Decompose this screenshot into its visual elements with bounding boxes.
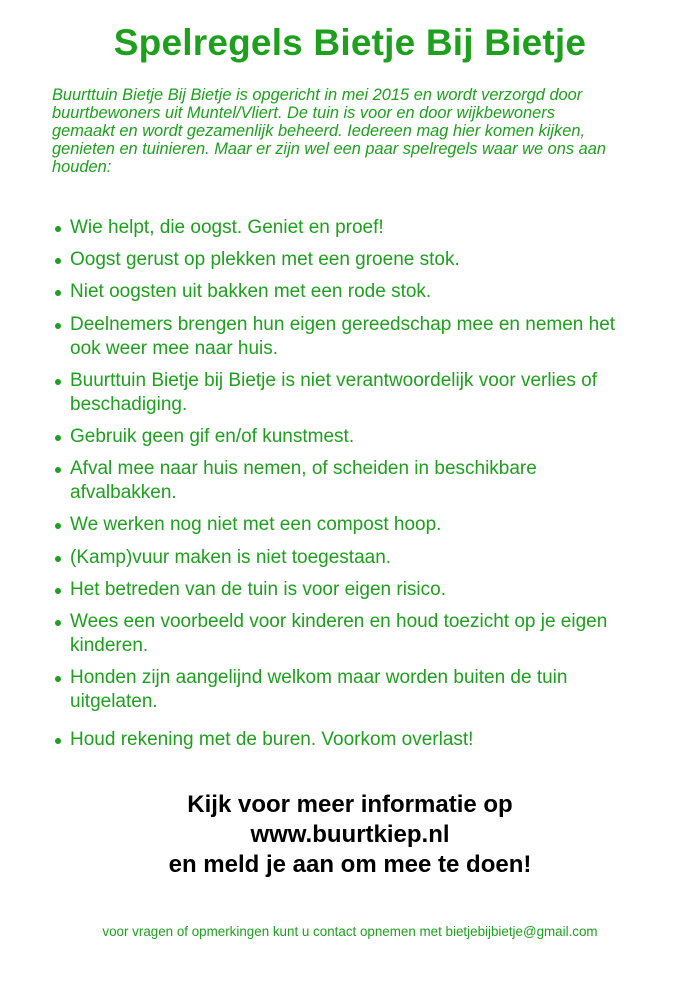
cta-line: en meld je aan om mee te doen! [168,851,532,878]
rules-list [52,216,652,760]
bullet-icon [55,290,61,296]
rule-line: Houd rekening met de buren. Voorkom overlast! [70,729,474,751]
bullet-icon [55,258,61,264]
rule-line: kinderen. [70,634,149,656]
call-to-action [0,790,700,880]
rule-line: Buurttuin Bietje bij Bietje is niet verantwoordelijk voor verlies of [70,369,597,391]
rule-line: Honden zijn aangelijnd welkom maar worden buiten de tuin [70,667,568,689]
rule-item [52,457,652,505]
rule-item [52,728,652,752]
rule-item [52,248,652,272]
intro-line: buurtbewoners uit Muntel/Vliert. De tuin is voor en door wijkbewoners [52,104,555,122]
rule-item [52,216,652,240]
rule-line: Oogst gerust op plekken met een groene stok. [70,249,460,271]
rule-item [52,610,652,658]
intro-line: genieten en tuinieren. Maar er zijn wel een paar spelregels waar we ons aan [52,140,606,158]
rule-line: Deelnemers brengen hun eigen gereedschap mee en nemen het [70,313,616,335]
website-link[interactable]: www.buurtkiep.nl [250,821,450,848]
cta-line: Kijk voor meer informatie op [187,791,513,818]
bullet-icon [55,379,61,385]
contact-footer: voor vragen of opmerkingen kunt u contact opnemen met bietjebijbietje@gmail.com [102,924,598,939]
rule-line: uitgelaten. [70,691,158,713]
intro-line: gemaakt en wordt gezamenlijk beheerd. Iedereen mag hier komen kijken, [52,122,585,140]
bullet-icon [55,523,61,529]
rule-item [52,578,652,602]
bullet-icon [55,620,61,626]
rule-line: Wie helpt, die oogst. Geniet en proef! [70,217,384,238]
intro-paragraph [52,86,662,176]
rule-line: Wees een voorbeeld voor kinderen en houd toezicht op je eigen [70,610,608,632]
bullet-icon [55,467,61,473]
intro-line: houden: [52,158,112,176]
rule-item [52,313,652,361]
rule-item [52,666,652,714]
rule-line: ook weer mee naar huis. [70,337,279,359]
rule-line: afvalbakken. [70,482,177,504]
bullet-icon [55,556,61,562]
rule-line: Het betreden van de tuin is voor eigen risico. [70,578,446,600]
rule-item [52,425,652,449]
bullet-icon [55,676,61,682]
bullet-icon [55,435,61,441]
intro-line: Buurttuin Bietje Bij Bietje is opgericht in mei 2015 en wordt verzorgd door [52,86,583,104]
bullet-icon [55,323,61,329]
page-title: Spelregels Bietje Bij Bietje [113,22,587,63]
rule-line: Afval mee naar huis nemen, of scheiden in beschikbare [70,458,537,480]
rule-line: beschadiging. [70,393,188,415]
rule-item [52,513,652,537]
bullet-icon [55,738,61,744]
bullet-icon [55,226,61,232]
rule-item [52,369,652,417]
rule-line: We werken nog niet met een compost hoop. [70,514,442,536]
bullet-icon [55,588,61,594]
rule-item [52,280,652,304]
rule-item [52,546,652,570]
rule-line: (Kamp)vuur maken is niet toegestaan. [70,546,392,568]
rule-line: Niet oogsten uit bakken met een rode stok. [70,281,432,303]
rule-line: Gebruik geen gif en/of kunstmest. [70,425,355,447]
